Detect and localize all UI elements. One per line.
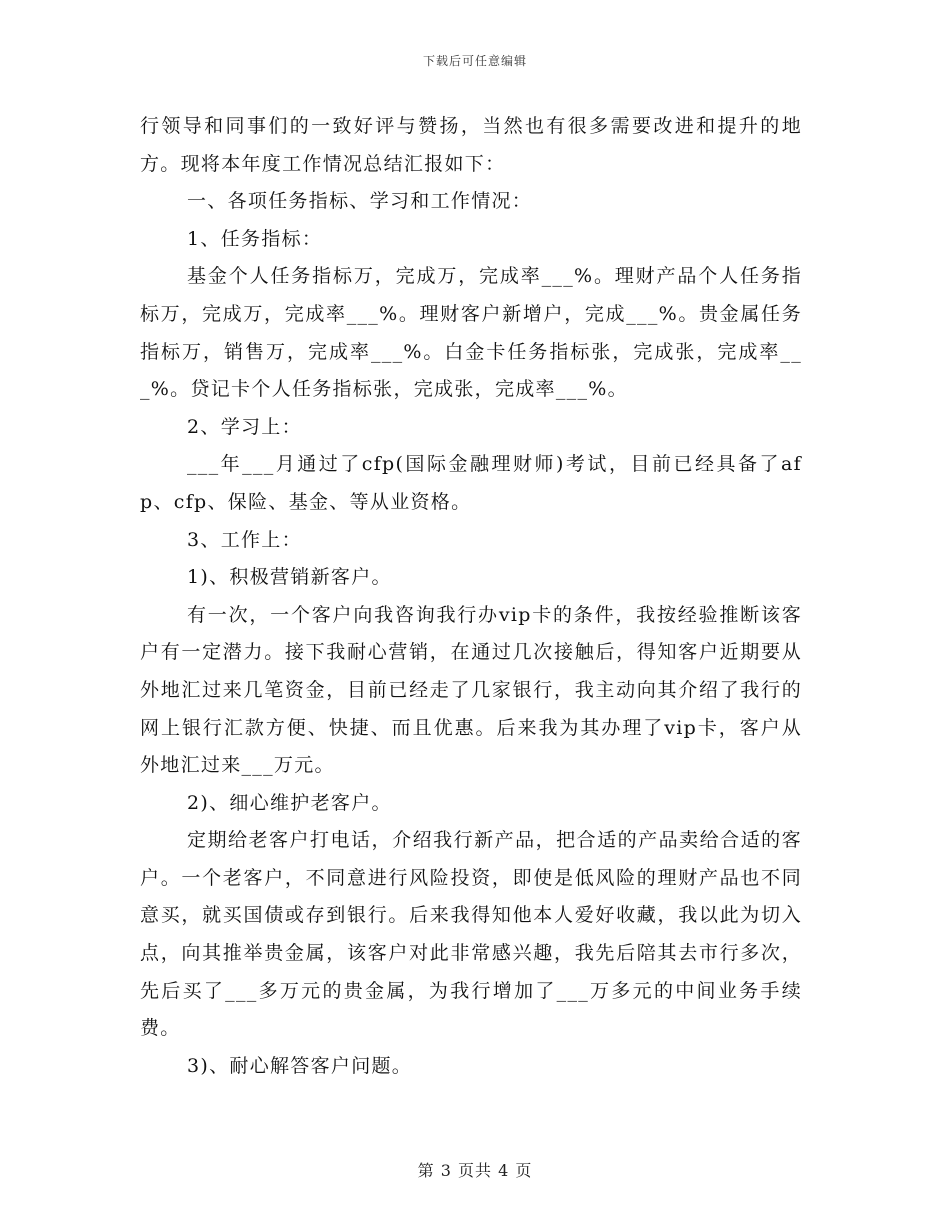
- paragraph-task-indicators: 基金个人任务指标万，完成万，完成率___%。理财产品个人任务指标万，完成万，完成率___%。理财客户新增户，完成___%。贵金属任务指标万，销售万，完成率___%。白金卡任务指标张，完成张，完成率___%。贷记卡个人任务指标张，完成张，完成率___%。: [140, 265, 802, 401]
- subheading-new-customers: 1)、积极营销新客户。: [187, 566, 392, 589]
- subheading-study: 2、学习上：: [187, 415, 302, 438]
- subheading-task-indicators: 1、任务指标：: [187, 227, 323, 250]
- paragraph-study: ___年___月通过了cfp(国际金融理财师)考试，目前已经具备了afp、cfp、保险、基金、等从业资格。: [140, 453, 802, 513]
- subheading-work: 3、工作上：: [187, 528, 302, 551]
- section-heading-tasks: 一、各项任务指标、学习和工作情况：: [187, 190, 533, 213]
- subheading-customer-questions: 3)、耐心解答客户问题。: [187, 1054, 413, 1077]
- page-header-note: 下载后可任意编辑: [422, 54, 527, 68]
- page-number-footer: 第 3 页共 4 页: [417, 1161, 533, 1180]
- paragraph-new-customers: 有一次，一个客户向我咨询我行办vip卡的条件，我按经验推断该客户有一定潜力。接下我耐心营销，在通过几次接触后，得知客户近期要从外地汇过来几笔资金，目前已经走了几家银行，我主动向其介绍了我行的网上银行汇款方便、快捷、而且优惠。后来我为其办理了vip卡，客户从外地汇过来___万元。: [140, 603, 802, 777]
- paragraph-intro-continuation: 行领导和同事们的一致好评与赞扬，当然也有很多需要改进和提升的地方。现将本年度工作情况总结汇报如下：: [140, 115, 802, 175]
- paragraph-old-customers: 定期给老客户打电话，介绍我行新产品，把合适的产品卖给合适的客户。一个老客户，不同意进行风险投资，即使是低风险的理财产品也不同意买，就买国债或存到银行。后来我得知他本人爱好收藏，我以此为切入点，向其推举贵金属，该客户对此非常感兴趣，我先后陪其去市行多次，先后买了___多万元的贵金属，为我行增加了___万多元的中间业务手续费。: [140, 829, 802, 1040]
- document-body: [140, 108, 802, 1085]
- subheading-old-customers: 2)、细心维护老客户。: [187, 791, 392, 814]
